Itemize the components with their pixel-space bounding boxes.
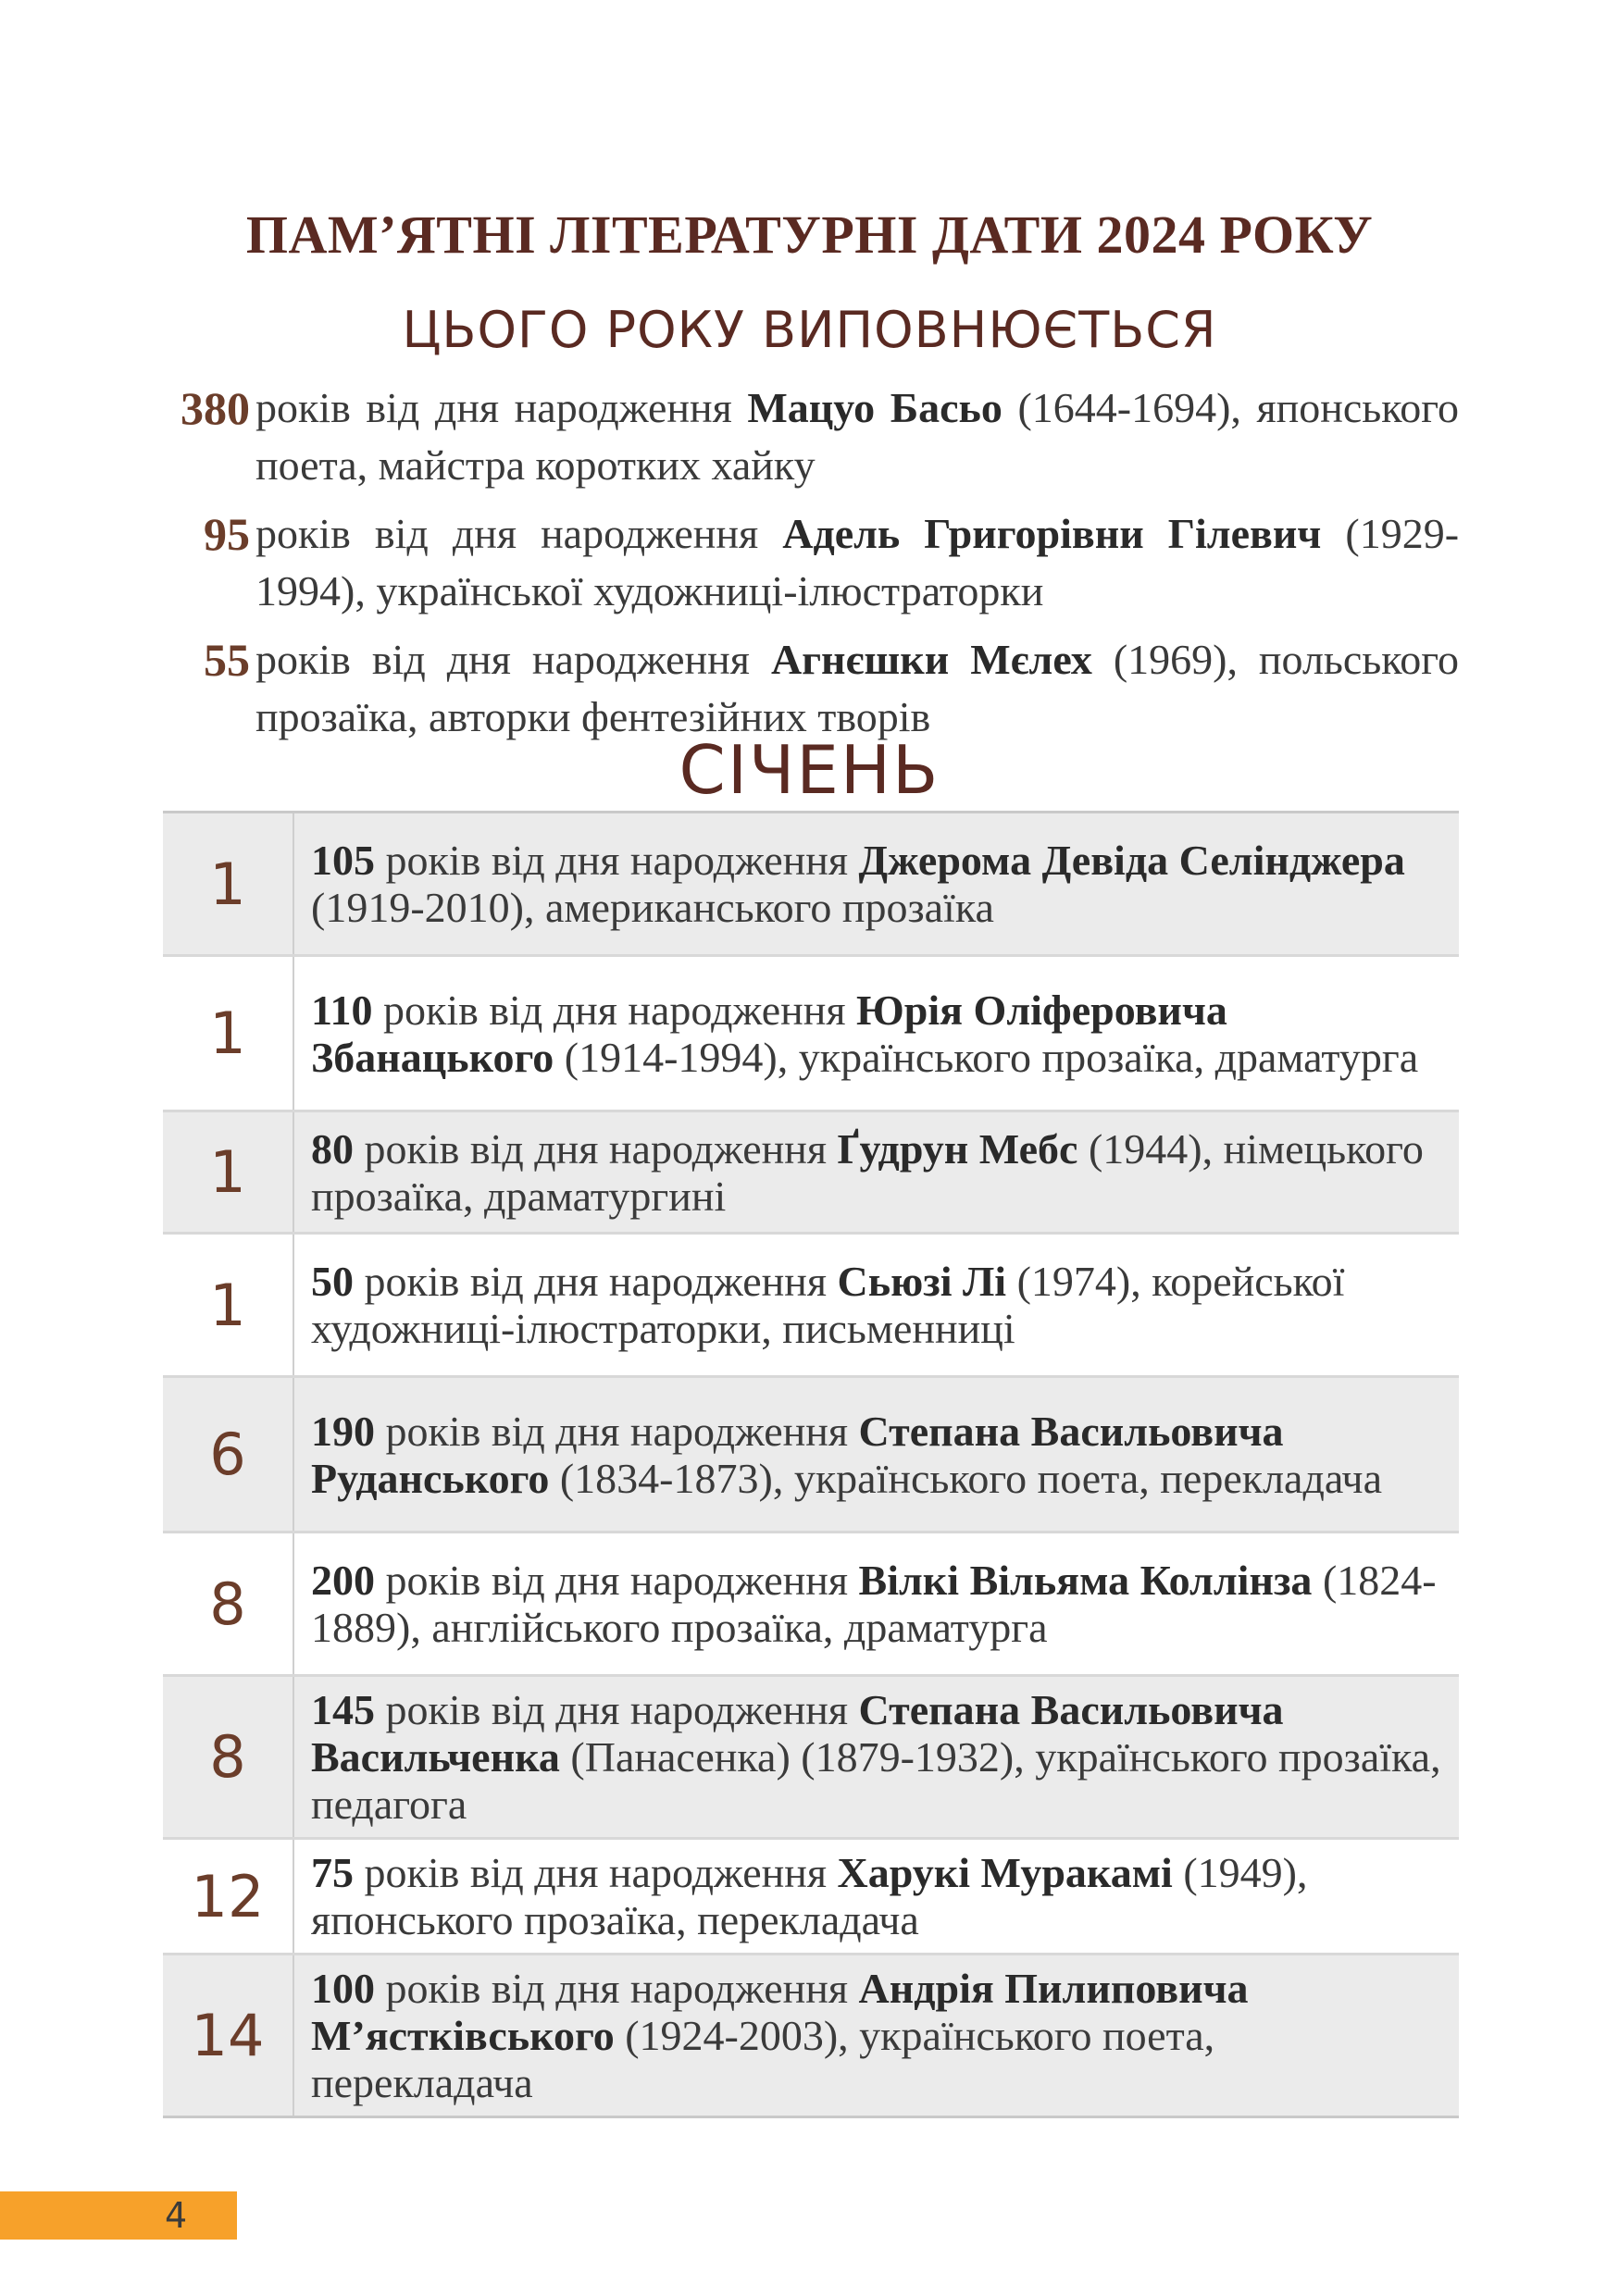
person-name: Сьюзі Лі (837, 1258, 1007, 1305)
description-cell (293, 1377, 1459, 1533)
person-name: Ґудрун Мебс (837, 1124, 1078, 1173)
desc-pre: років від дня народження (372, 986, 856, 1034)
years-count: 75 (311, 1849, 354, 1896)
description-cell (293, 1111, 1459, 1234)
intro-person-name: Мацуо Басьо (747, 384, 1003, 431)
day-cell: 1 (163, 1111, 293, 1234)
person-name: Степана Васильовича Руданського (311, 1407, 1284, 1502)
desc-post: (1824-1889), англійського прозаїка, драматурга (311, 1557, 1437, 1651)
table-row (163, 956, 1459, 1111)
intro-item (0, 631, 1619, 746)
person-name: Вілкі Вільяма Коллінза (858, 1557, 1313, 1604)
desc-post: (1914-1994), українського прозаїка, драматурга (554, 1033, 1419, 1081)
intro-person-name: Адель Григорівни Гілевич (782, 510, 1322, 557)
desc-pre: років від дня народження (375, 1686, 859, 1733)
intro-post: (1969), польського прозаїка, авторки фентезійних творів (255, 636, 1460, 740)
years-count: 80 (311, 1124, 354, 1173)
years-count: 145 (311, 1686, 375, 1733)
person-name: Степана Васильовича Васильченка (311, 1686, 1284, 1781)
day-cell: 12 (163, 1839, 293, 1955)
intro-pre: років від дня народження (255, 636, 771, 683)
section-subtitle: ЦЬОГО РОКУ ВИПОВНЮЄТЬСЯ (402, 301, 1217, 359)
desc-post: (1944), німецького прозаїка, драматургині (311, 1124, 1424, 1220)
intro-years-number: 55 (204, 634, 250, 686)
years-count: 110 (311, 986, 373, 1034)
intro-years-number: 95 (204, 508, 250, 560)
desc-post: (1834-1873), українського поета, перекладача (549, 1454, 1382, 1502)
description-cell (293, 1234, 1459, 1377)
description-cell (293, 956, 1459, 1111)
table-row (163, 1234, 1459, 1377)
desc-post: (1919-2010), американського прозаїка (311, 884, 994, 931)
day-cell: 14 (163, 1955, 293, 2117)
person-name: Андрія Пилиповича М’ястківського (311, 1965, 1249, 2059)
table-row (163, 1955, 1459, 2117)
description-cell (293, 813, 1459, 956)
description-cell (293, 1839, 1459, 1955)
desc-pre: років від дня народження (375, 837, 859, 884)
desc-pre: років від дня народження (375, 1407, 859, 1455)
day-cell: 1 (163, 813, 293, 956)
desc-post: (Панасенка) (1879-1932), українського прозаїка, педагога (311, 1733, 1441, 1828)
desc-pre: років від дня народження (375, 1965, 859, 2012)
desc-pre: років від дня народження (354, 1124, 838, 1173)
intro-post: (1929-1994), української художниці-ілюстраторки (255, 510, 1460, 614)
person-name: Джерома Девіда Селінджера (858, 837, 1405, 884)
day-cell: 8 (163, 1533, 293, 1676)
intro-years-number: 380 (181, 382, 250, 434)
anniversary-intro-list (0, 379, 1619, 757)
intro-item (0, 379, 1619, 494)
page-title: ПАМ’ЯТНІ ЛІТЕРАТУРНІ ДАТИ 2024 РОКУ (245, 205, 1374, 265)
years-count: 50 (311, 1258, 354, 1305)
person-name: Юрія Оліферовича Збанацького (311, 986, 1227, 1081)
table-row (163, 1676, 1459, 1839)
table-row (163, 1839, 1459, 1955)
table-row (163, 1111, 1459, 1234)
person-name: Харукі Муракамі (837, 1849, 1173, 1896)
intro-text (255, 379, 1459, 494)
desc-pre: років від дня народження (354, 1258, 838, 1305)
intro-pre: років від дня народження (255, 384, 748, 431)
description-cell (293, 1533, 1459, 1676)
day-cell: 1 (163, 956, 293, 1111)
day-cell: 1 (163, 1234, 293, 1377)
month-heading: СІЧЕНЬ (679, 731, 940, 809)
intro-item (0, 505, 1619, 620)
desc-post: (1949), японського прозаїка, перекладача (311, 1849, 1308, 1943)
intro-person-name: Агнєшки Мєлех (770, 636, 1092, 683)
intro-post: (1644-1694), японського поета, майстра коротких хайку (255, 384, 1459, 489)
calendar-table (163, 811, 1459, 2118)
table-row (163, 1533, 1459, 1676)
page-number: 4 (165, 2195, 188, 2236)
desc-post: (1974), корейської художниці-ілюстраторки, письменниці (311, 1258, 1345, 1352)
table-row (163, 1377, 1459, 1533)
description-cell (293, 1955, 1459, 2117)
description-cell (293, 1676, 1459, 1839)
day-cell: 6 (163, 1377, 293, 1533)
intro-text (255, 505, 1459, 620)
years-count: 105 (311, 837, 375, 884)
desc-post: (1924-2003), українського поета, перекладача (311, 2012, 1215, 2106)
years-count: 200 (311, 1557, 375, 1604)
years-count: 100 (311, 1965, 375, 2012)
table-row (163, 813, 1459, 956)
intro-text (255, 631, 1459, 746)
day-cell: 8 (163, 1676, 293, 1839)
page-number-bar (0, 2191, 237, 2240)
intro-pre: років від дня народження (255, 510, 783, 557)
desc-pre: років від дня народження (375, 1557, 859, 1604)
desc-pre: років від дня народження (354, 1849, 838, 1896)
years-count: 190 (311, 1407, 375, 1455)
